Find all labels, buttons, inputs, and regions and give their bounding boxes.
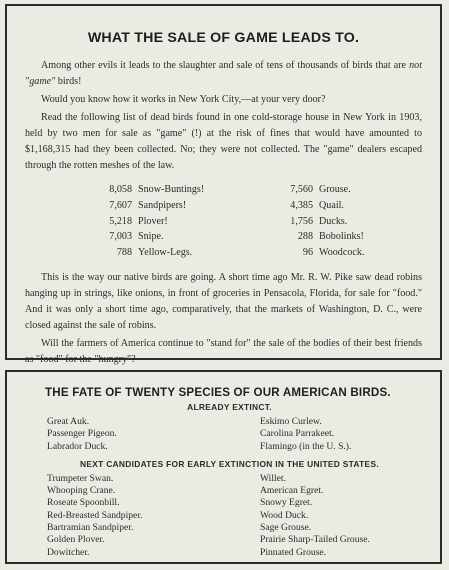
list-item: Eskimo Curlew. [260,416,322,427]
section-title: THE FATE OF TWENTY SPECIES OF OUR AMERICAN BIRDS. [45,386,391,399]
robins-paragraph: This is the way our native birds are going. A short time ago Mr. R. W. Pike saw dead robins hanging up in strings, like onions, in front of groceries in Pensacola, Florida, for sale for "food." And it was only a short time ago, comparatively, that the markets of Washington, D. C., were closed against the sale of robins. [25,271,422,331]
list-item: Snowy Egret. [260,497,313,509]
list-item: Roseate Spoonbill. [47,497,120,509]
candidates-heading: NEXT CANDIDATES FOR EARLY EXTINCTION IN THE UNITED STATES. [80,458,379,469]
list-item: Willet. [260,472,286,484]
count-value: 8,058 [109,184,132,195]
farmers-paragraph: Will the farmers of America continue to "stand for" the sale of the bodies of their best friends as "food" for the "hungry"? [25,337,422,365]
intro-text-end: birds! [57,76,82,87]
fate-of-species-panel [5,370,442,564]
count-bird: Sandpipers! [138,199,187,211]
list-item: Prairie Sharp-Tailed Grouse. [260,534,370,546]
list-item: Sage Grouse. [260,522,312,534]
candidates-right-column [260,473,420,559]
candidates-left-column [47,473,260,559]
list-item: Red-Breasted Sandpiper. [47,509,143,521]
count-value: 4,385 [290,199,313,211]
count-bird: Woodcock. [319,247,365,259]
count-value: 1,756 [290,215,313,227]
list-item: Dowitcher. [47,546,90,558]
list-item: Labrador Duck. [47,440,108,452]
count-value: 96 [302,247,313,259]
intro-text: Among other evils it leads to the slaughter and sale of tens of thousands of birds that are [41,60,407,71]
list-item: Trumpeter Swan. [47,472,114,484]
list-item: Wood Duck. [260,509,309,521]
candidates-list [47,473,414,559]
count-bird: Plover! [138,215,168,227]
intro-paragraph [25,58,422,90]
list-item: Whooping Crane. [47,485,116,497]
extinct-heading: ALREADY EXTINCT. [187,402,272,412]
question-paragraph: Would you know how it works in New York City,—at your very door? [41,94,326,105]
count-value: 7,607 [109,199,132,211]
list-item: Pinnated Grouse. [260,546,327,558]
sale-of-game-panel [5,4,442,365]
list-item: Golden Plover. [47,534,105,546]
list-item: Carolina Parrakeet. [260,428,335,440]
count-bird: Snow-Buntings! [138,184,205,195]
extinct-right-column [260,416,420,453]
count-value: 7,560 [290,184,313,195]
list-intro-paragraph: Read the following list of dead birds found in one cold-storage house in New York in 1903, held by two men for sale as "game" (!) at the risk of fines that would have amounted to $1,168,315 had they been collected. No; they were not collected. The "game" dealers escaped through the rotten meshes of the law. [25,112,422,171]
count-value: 7,003 [109,231,132,243]
section-title: WHAT THE SALE OF GAME LEADS TO. [87,30,360,46]
count-bird: Bobolinks! [319,231,364,243]
count-bird: Quail. [319,199,344,211]
count-value: 788 [116,247,132,259]
count-value: 5,218 [109,215,132,227]
list-item: Bartramian Sandpiper. [47,522,134,534]
list-item: American Egret. [260,485,324,497]
extinct-list [47,416,414,453]
count-bird: Yellow-Legs. [138,247,193,259]
dead-birds-list [91,182,422,261]
intro-emphasis: not "game" [25,60,422,87]
count-value: 288 [297,231,313,243]
count-bird: Grouse. [319,184,351,195]
list-item: Passenger Pigeon. [47,428,117,440]
count-bird: Snipe. [138,231,164,243]
list-item: Flamingo (in the U. S.). [260,440,352,452]
count-bird: Ducks. [319,215,348,227]
extinct-left-column [47,416,260,453]
list-item: Great Auk. [47,416,90,427]
